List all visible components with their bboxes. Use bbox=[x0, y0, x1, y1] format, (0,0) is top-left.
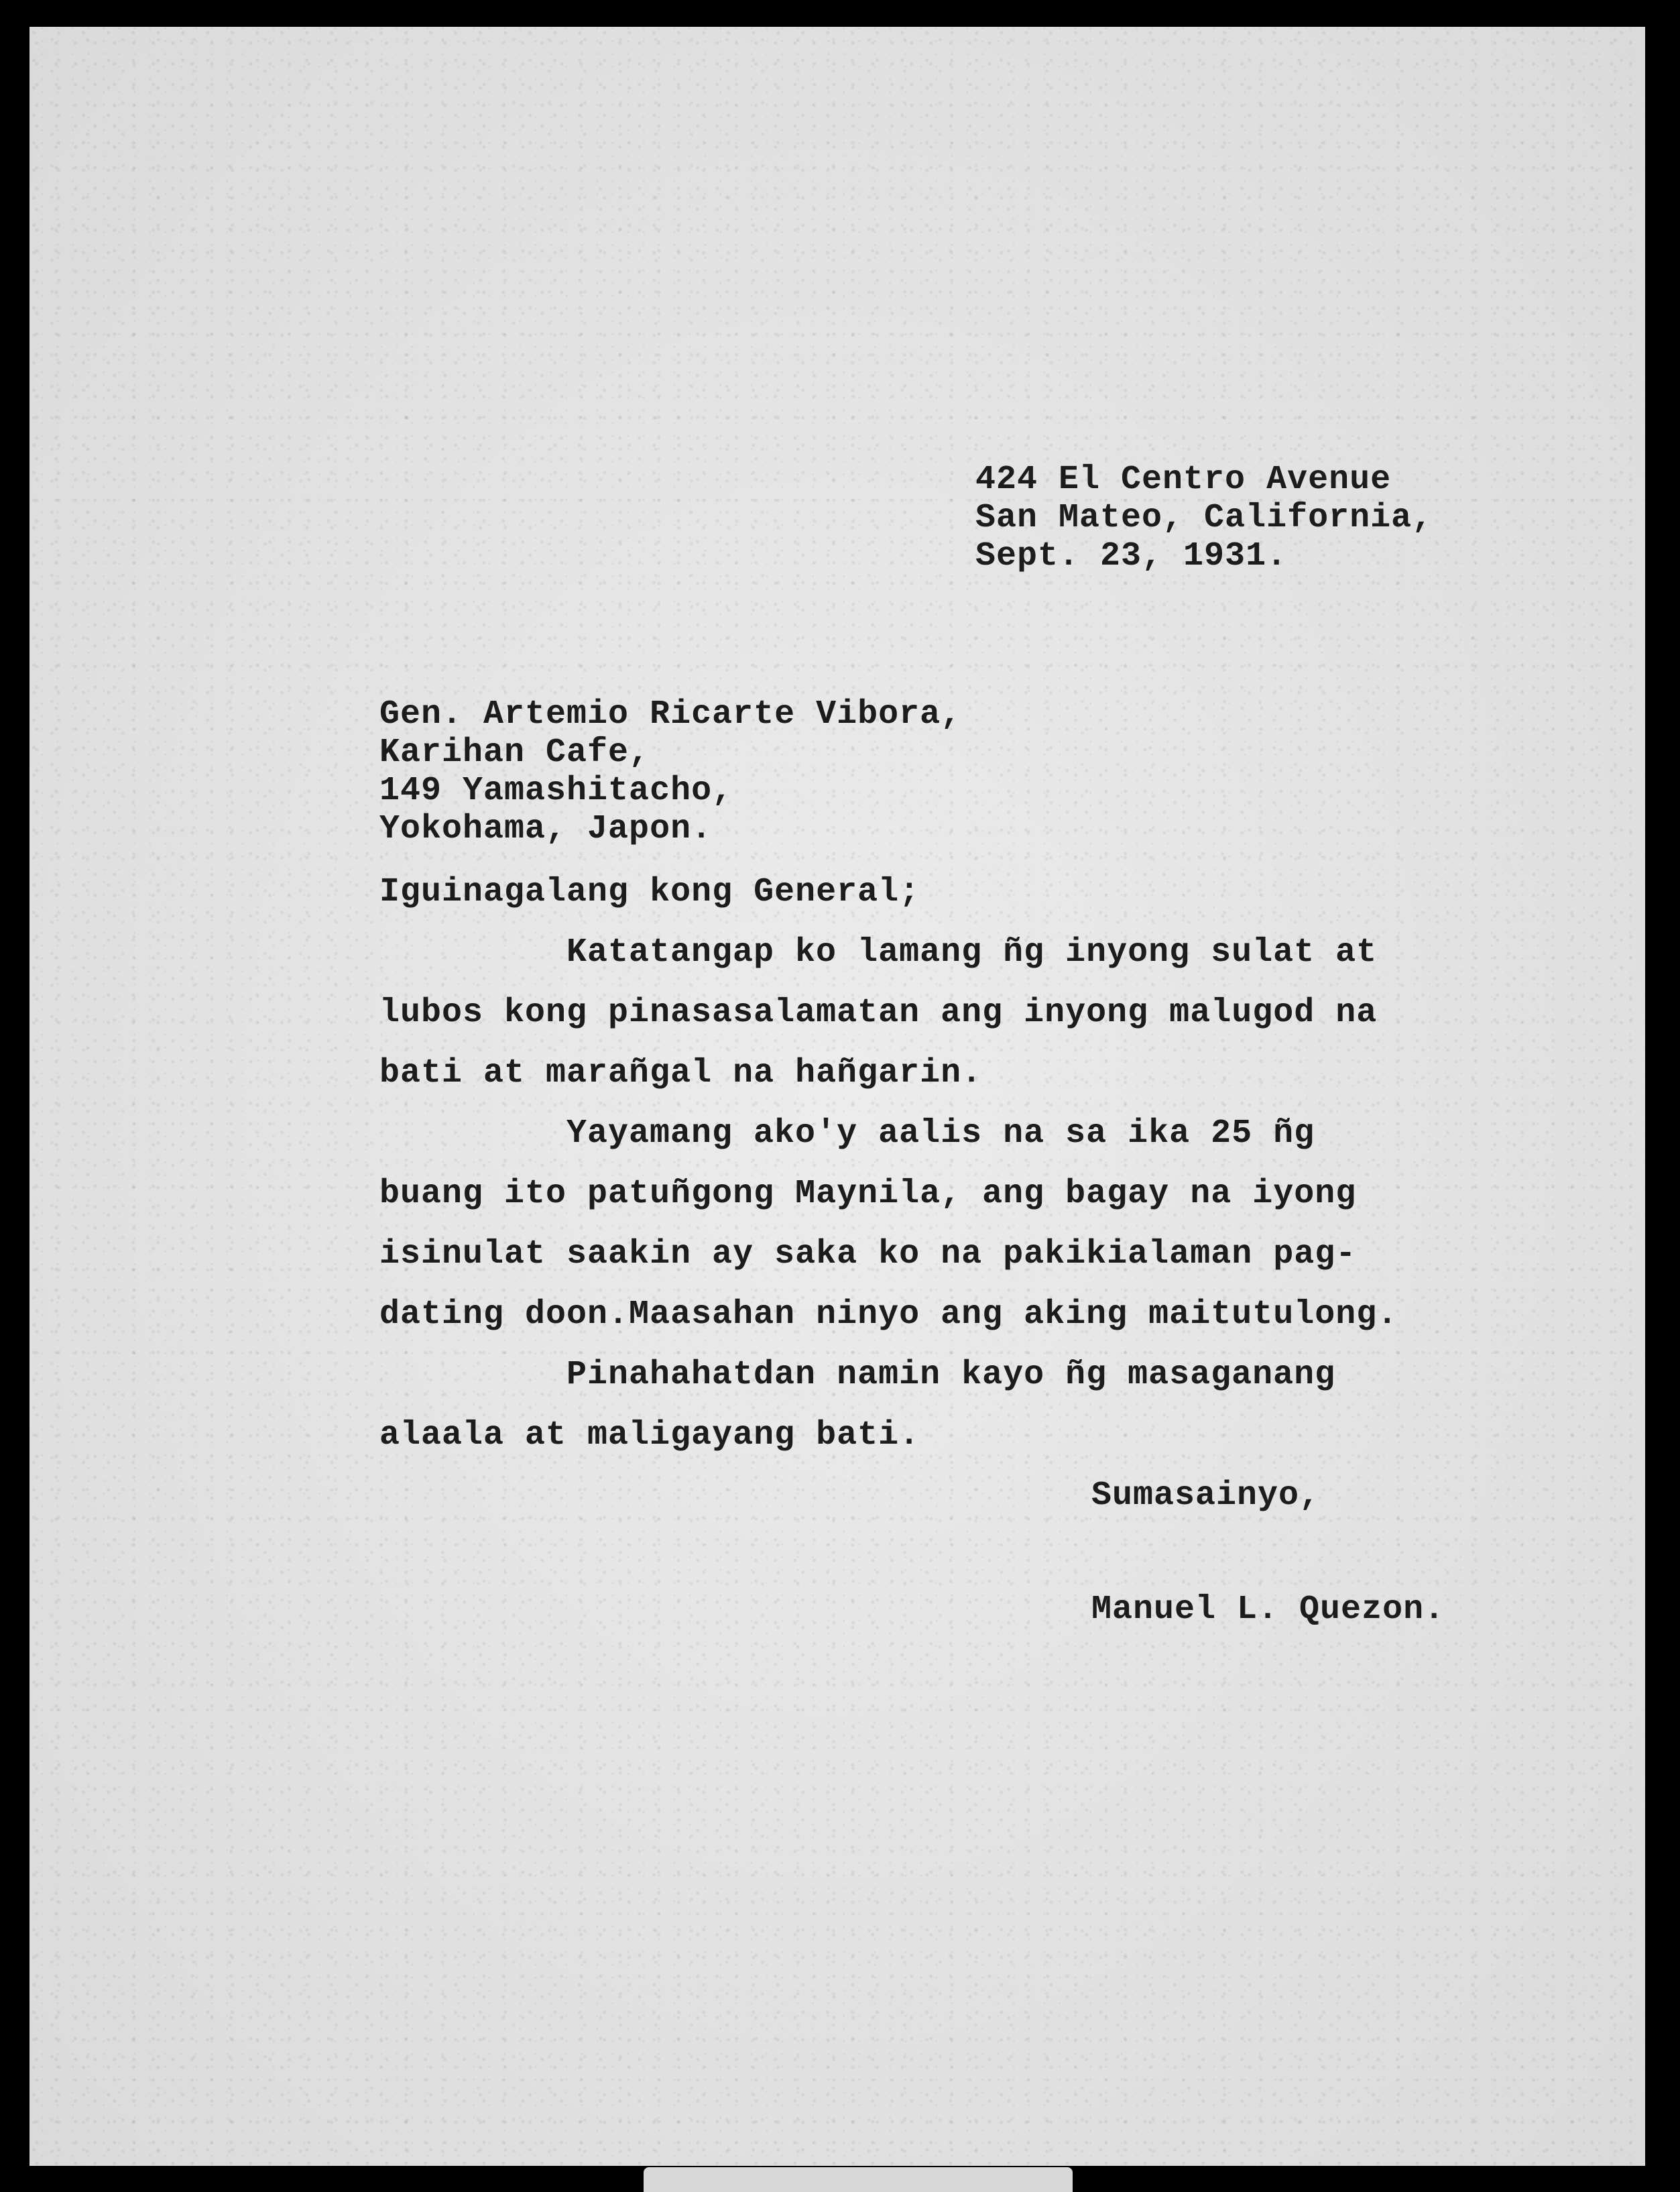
body-line: lubos kong pinasasalamatan ang inyong malugod na bbox=[379, 994, 1378, 1032]
body-line: alaala at maligayang bati. bbox=[379, 1416, 920, 1454]
letter-date: Sept. 23, 1931. bbox=[975, 537, 1288, 575]
recipient-street: 149 Yamashitacho, bbox=[379, 772, 733, 810]
body-line: dating doon.Maasahan ninyo ang aking maitutulong. bbox=[379, 1295, 1398, 1334]
recipient-place: Karihan Cafe, bbox=[379, 734, 650, 772]
letter-page bbox=[29, 27, 1645, 2166]
salutation: Iguinagalang kong General; bbox=[379, 873, 920, 911]
body-line: Yayamang ako'y aalis na sa ika 25 ñg bbox=[566, 1114, 1315, 1153]
page-edge-tab bbox=[644, 2167, 1073, 2192]
recipient-city: Yokohama, Japon. bbox=[379, 810, 713, 848]
body-line: bati at marañgal na hañgarin. bbox=[379, 1054, 983, 1092]
body-line: Pinahahatdan namin kayo ñg masaganang bbox=[566, 1356, 1336, 1394]
body-line: buang ito patuñgong Maynila, ang bagay na iyong bbox=[379, 1175, 1357, 1213]
body-line: isinulat saakin ay saka ko na pakikialaman pag- bbox=[379, 1235, 1357, 1273]
sender-city: San Mateo, California, bbox=[975, 499, 1433, 537]
closing: Sumasainyo, bbox=[1091, 1477, 1321, 1515]
signature-name: Manuel L. Quezon. bbox=[1091, 1591, 1445, 1629]
sender-street: 424 El Centro Avenue bbox=[975, 461, 1392, 499]
body-line: Katatangap ko lamang ñg inyong sulat at bbox=[566, 933, 1378, 972]
recipient-name: Gen. Artemio Ricarte Vibora, bbox=[379, 695, 962, 734]
